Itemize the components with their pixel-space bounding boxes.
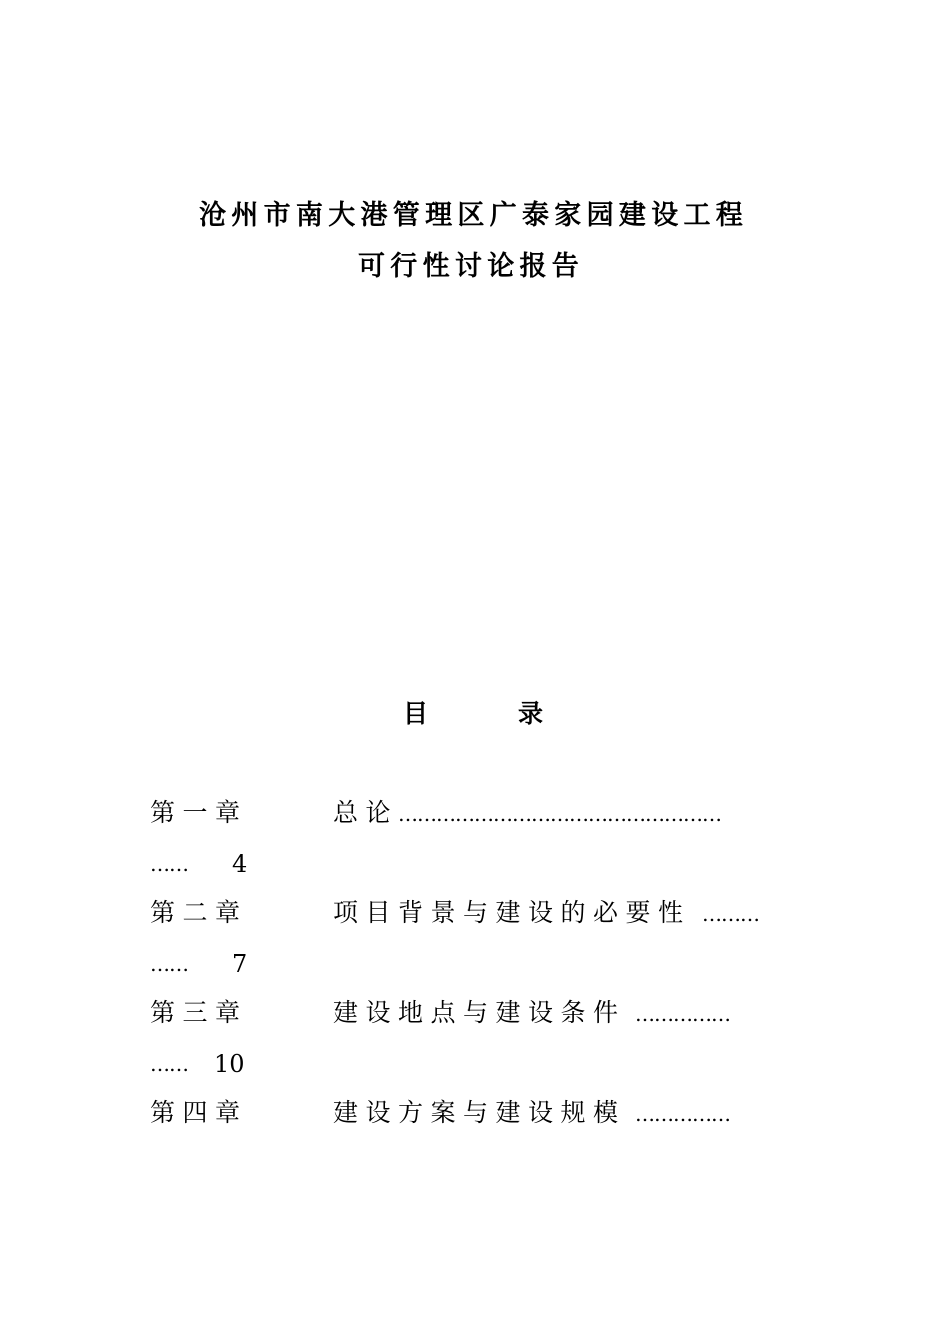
toc-entry-2-title: 项目背景与建设的必要性 bbox=[333, 898, 691, 927]
toc-entry-1-page: 4 bbox=[232, 850, 248, 878]
toc-heading-part-1: 目 bbox=[403, 699, 429, 728]
toc-entry-4-dots: …………… bbox=[635, 1102, 730, 1126]
toc-entry-2-chapter: 第二章 bbox=[150, 898, 248, 927]
toc-entry-3-title: 建设地点与建设条件 bbox=[333, 998, 626, 1027]
toc-entry-3-continuation-dots: …… bbox=[150, 1052, 188, 1076]
toc-entry-1-dots: …………………………………………… bbox=[398, 802, 721, 826]
toc-heading-part-2: 录 bbox=[518, 699, 544, 728]
toc-entry-2-continuation-dots: …… bbox=[150, 952, 188, 976]
toc-entry-4-chapter: 第四章 bbox=[150, 1098, 248, 1127]
toc-entry-1-chapter: 第一章 bbox=[150, 798, 248, 827]
toc-entry-1-title: 总论 bbox=[333, 798, 399, 827]
document-title-line-2: 可行性讨论报告 bbox=[358, 251, 585, 282]
toc-entry-3-chapter: 第三章 bbox=[150, 998, 248, 1027]
toc-entry-3-page: 10 bbox=[214, 1050, 245, 1078]
document-title-line-1: 沧州市南大港管理区广泰家园建设工程 bbox=[199, 200, 749, 231]
toc-entry-1-continuation-dots: …… bbox=[150, 852, 188, 876]
toc-entry-4-title: 建设方案与建设规模 bbox=[333, 1098, 626, 1127]
toc-entry-3-dots: …………… bbox=[635, 1002, 730, 1026]
toc-entry-2-page: 7 bbox=[232, 950, 248, 978]
toc-entry-2-dots: ……… bbox=[702, 902, 759, 926]
